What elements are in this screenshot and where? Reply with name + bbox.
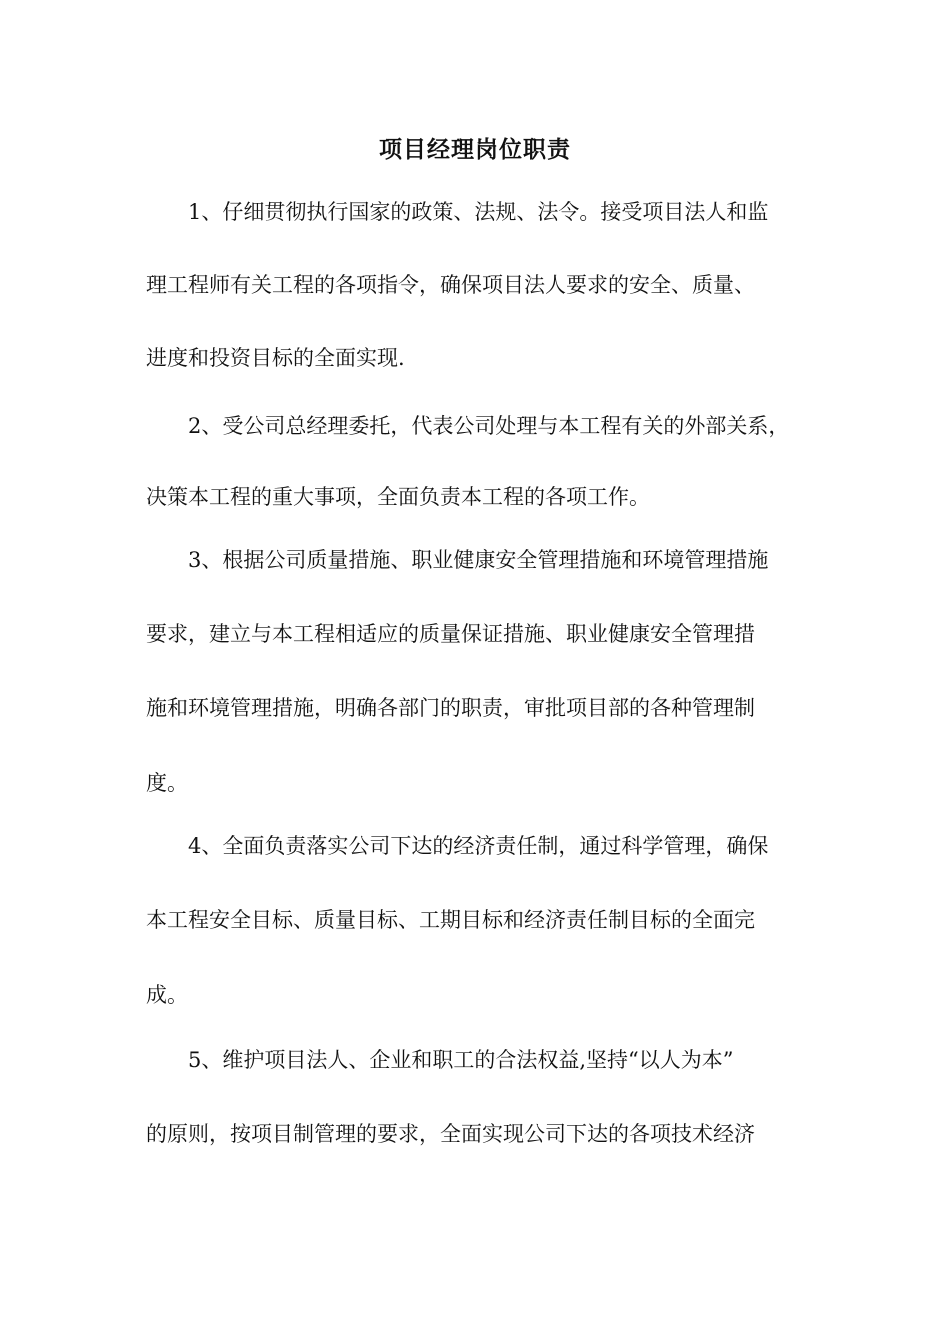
item-4-line-1: 4、全面负责落实公司下达的经济责任制，通过科学管理，确保 <box>188 834 769 858</box>
item-1-line-1: 1、仔细贯彻执行国家的政策、法规、法令。接受项目法人和监 <box>188 200 769 224</box>
item-1-line-2: 理工程师有关工程的各项指令，确保项目法人要求的安全、质量、 <box>146 273 755 297</box>
item-2-line-1: 2、受公司总经理委托，代表公司处理与本工程有关的外部关系， <box>188 414 790 438</box>
item-4-line-3: 成。 <box>146 983 188 1007</box>
item-3-line-2: 要求，建立与本工程相适应的质量保证措施、职业健康安全管理措 <box>146 622 755 646</box>
item-4-line-2: 本工程安全目标、质量目标、工期目标和经济责任制目标的全面完 <box>146 908 755 932</box>
item-1-line-3: 进度和投资目标的全面实现. <box>146 346 405 370</box>
item-5-line-2: 的原则，按项目制管理的要求，全面实现公司下达的各项技术经济 <box>146 1122 755 1146</box>
item-5-line-1: 5、维护项目法人、企业和职工的合法权益,坚持“以人为本” <box>188 1048 734 1072</box>
item-3-line-1: 3、根据公司质量措施、职业健康安全管理措施和环境管理措施 <box>188 548 769 572</box>
item-3-line-3: 施和环境管理措施，明确各部门的职责，审批项目部的各种管理制 <box>146 696 755 720</box>
item-2-line-2: 决策本工程的重大事项，全面负责本工程的各项工作。 <box>146 485 650 509</box>
document-title: 项目经理岗位职责 <box>379 136 571 163</box>
item-3-line-4: 度。 <box>146 771 188 795</box>
